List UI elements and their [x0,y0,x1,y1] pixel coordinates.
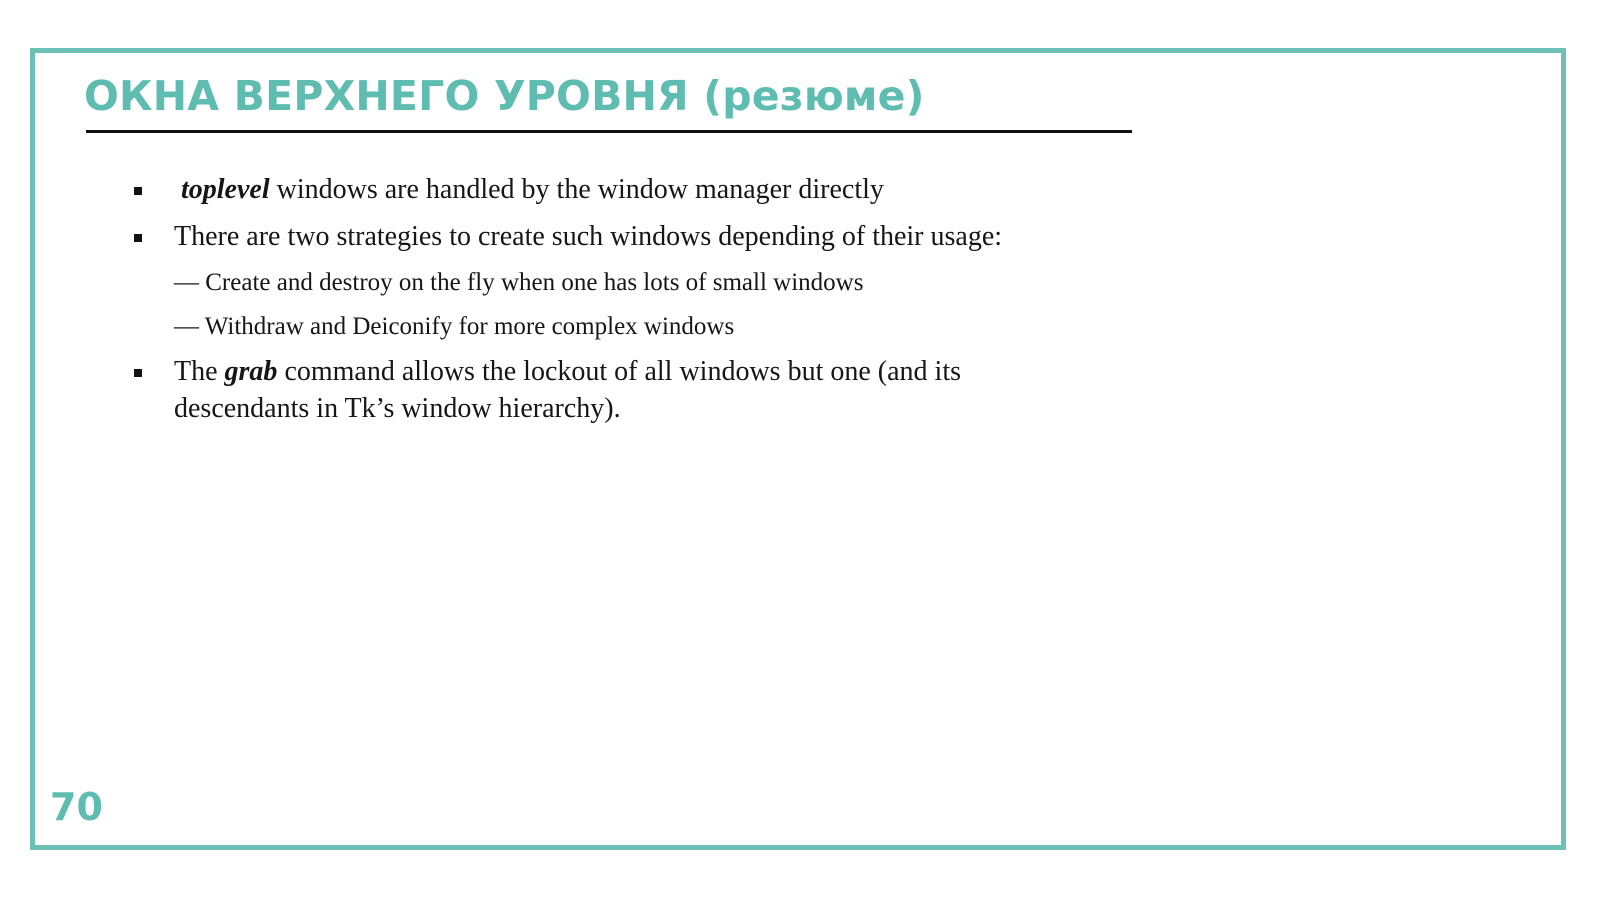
slide-content [0,0,1200,500]
sub-item-withdraw-deiconify: — Withdraw and Deiconify for more complex windows [174,313,735,340]
bullet-item-grab-continuation: descendants in Tk’s window hierarchy). [174,393,621,424]
bullet-text: windows are handled by the window manager directly [269,174,884,205]
sub-item-create-destroy: — Create and destroy on the fly when one has lots of small windows [174,269,864,296]
bullet-text-prefix: The [174,356,225,387]
slide-title: ОКНА ВЕРХНЕГО УРОВНЯ (резюме) [84,72,925,120]
page-number: 70 [50,785,103,829]
bullet-item-strategies [174,219,1002,255]
term-grab: grab [224,356,278,387]
bullet-marker [134,234,142,242]
bullet-marker [134,369,142,377]
bullet-text: There are two strategies to create such windows depending of their usage: [174,221,1003,252]
bullet-text: command allows the lockout of all windows but one (and its [277,356,961,387]
bullet-item-grab [174,354,961,390]
term-toplevel: toplevel [181,174,270,205]
bullet-marker [134,187,142,195]
bullet-item-toplevel [181,172,884,208]
